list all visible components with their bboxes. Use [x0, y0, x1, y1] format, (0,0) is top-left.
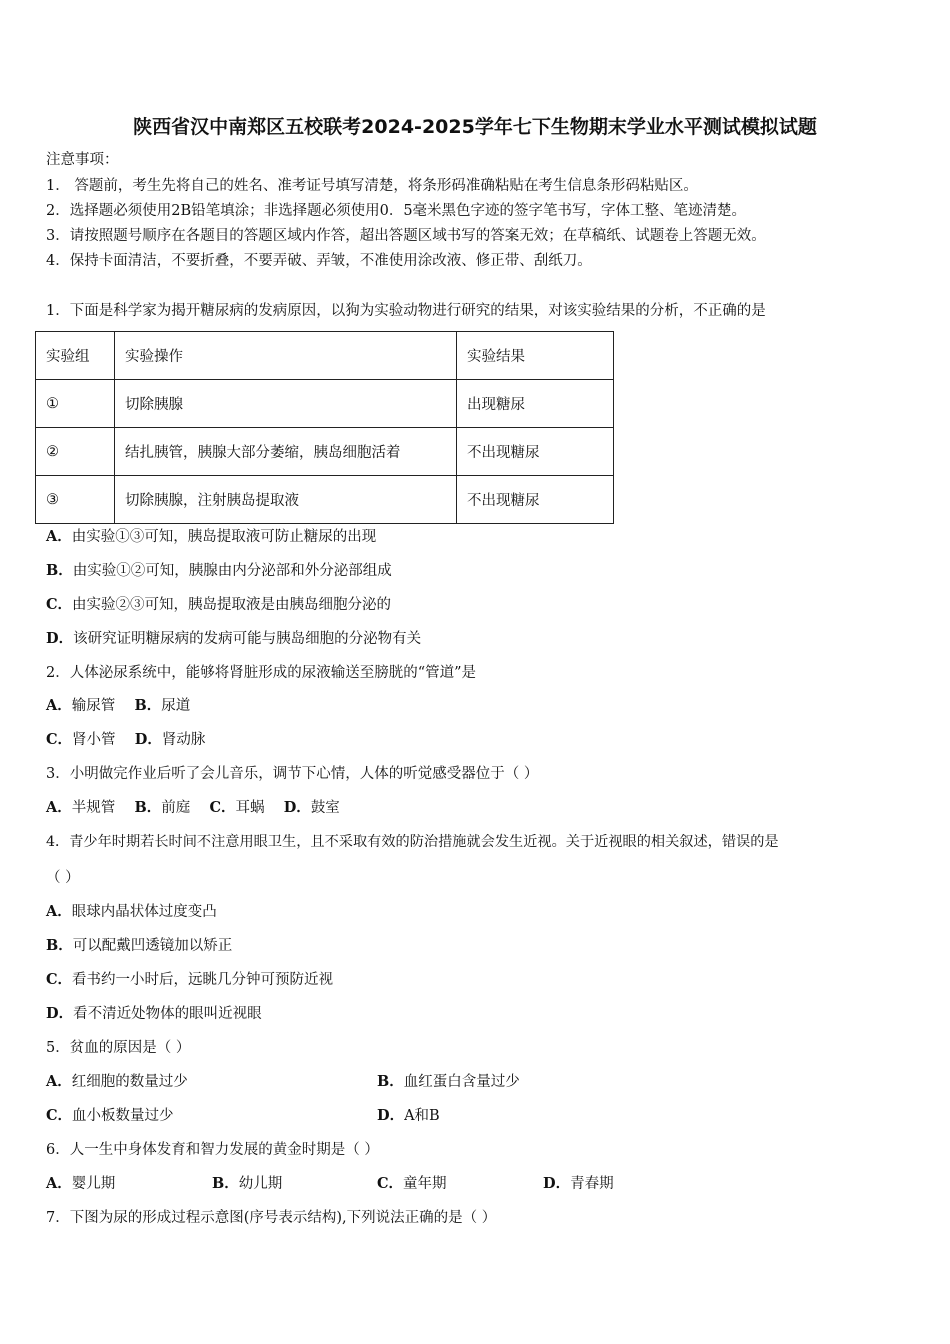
question-4-option-c [46, 970, 333, 990]
question-1-option-a [46, 527, 376, 547]
question-6-stem: 6．人一生中身体发育和智力发展的黄金时期是（ ） [46, 1142, 379, 1158]
option-letter: A． [46, 1073, 72, 1090]
table-cell: 不出现糖尿 [457, 476, 614, 524]
table-cell: 切除胰腺 [115, 380, 457, 428]
option-letter: B． [46, 562, 73, 579]
question-2-options-row [46, 730, 205, 750]
question-6-option-b [212, 1174, 282, 1194]
option-text: 血小板数量过少 [72, 1108, 174, 1124]
option-text: 眼球内晶状体过度变凸 [71, 904, 217, 920]
option-text: 看不清近处物体的眼叫近视眼 [73, 1006, 262, 1022]
question-1-stem: 1．下面是科学家为揭开糖尿病的发病原因，以狗为实验动物进行研究的结果，对该实验结果的分析，不正确的是 [46, 303, 766, 319]
option-letter: A． [46, 697, 72, 714]
option-letter: D． [283, 799, 311, 816]
table-row [36, 428, 614, 476]
option-letter: B． [134, 697, 162, 714]
option-letter: D． [46, 1005, 74, 1022]
table-cell: 出现糖尿 [457, 380, 614, 428]
question-5-option-c [46, 1106, 174, 1126]
experiment-table [35, 331, 614, 524]
notice-header: 注意事项： [46, 152, 119, 168]
option-letter: C． [46, 1107, 73, 1124]
question-2-stem: 2．人体泌尿系统中，能够将肾脏形成的尿液输送至膀胱的“管道”是 [46, 665, 477, 681]
option-letter: B． [212, 1175, 239, 1192]
option-text: 幼儿期 [238, 1176, 283, 1192]
option-text: 前庭 [161, 800, 191, 816]
option-letter: D． [134, 731, 162, 748]
option-text: 婴儿期 [71, 1176, 116, 1192]
option-text: 看书约一小时后，远眺几分钟可预防近视 [72, 972, 334, 988]
table-header-row [36, 332, 614, 380]
table-cell: ① [36, 380, 115, 428]
option-text: 输尿管 [71, 698, 116, 714]
option-letter: B． [46, 937, 73, 954]
notice-item: 4．保持卡面清洁，不要折叠，不要弄破、弄皱，不准使用涂改液、修正带、刮纸刀。 [46, 253, 592, 269]
option-text: 可以配戴凹透镜加以矫正 [72, 938, 233, 954]
table-cell: ② [36, 428, 115, 476]
option-text: 该研究证明糖尿病的发病可能与胰岛细胞的分泌物有关 [73, 631, 422, 647]
question-4-stem-cont: （ ） [46, 870, 80, 886]
question-6-option-d [543, 1174, 614, 1194]
table-header-cell: 实验组 [36, 332, 115, 380]
option-letter: A． [46, 799, 72, 816]
option-text: 肾动脉 [161, 732, 206, 748]
question-6-option-c [377, 1174, 447, 1194]
option-text: 由实验①③可知，胰岛提取液可防止糖尿的出现 [71, 529, 377, 545]
option-text: 血红蛋白含量过少 [403, 1074, 520, 1090]
table-header-cell: 实验结果 [457, 332, 614, 380]
question-3-options-row [46, 798, 340, 818]
option-letter: C． [46, 596, 73, 613]
option-text: 童年期 [403, 1176, 447, 1192]
table-cell: 切除胰腺，注射胰岛提取液 [115, 476, 457, 524]
option-text: 由实验②③可知，胰岛提取液是由胰岛细胞分泌的 [72, 597, 392, 613]
question-3-stem: 3．小明做完作业后听了会儿音乐，调节下心情，人体的听觉感受器位于（ ） [46, 766, 539, 782]
option-letter: C． [46, 731, 73, 748]
option-letter: D． [46, 630, 74, 647]
question-2-options-row [46, 696, 190, 716]
option-text: 鼓室 [310, 800, 340, 816]
notice-item: 3．请按照题号顺序在各题目的答题区域内作答，超出答题区域书写的答案无效；在草稿纸、试题卷上答题无效。 [46, 228, 766, 244]
question-5-stem: 5．贫血的原因是（ ） [46, 1040, 191, 1056]
option-text: 由实验①②可知，胰腺由内分泌部和外分泌部组成 [72, 563, 392, 579]
question-1-option-b [46, 561, 392, 581]
question-7-stem: 7．下图为尿的形成过程示意图(序号表示结构),下列说法正确的是（ ） [46, 1210, 497, 1226]
option-text: 半规管 [71, 800, 116, 816]
option-text: A和B [404, 1108, 440, 1124]
question-1-option-c [46, 595, 391, 615]
notice-item: 2．选择题必须使用2B铅笔填涂；非选择题必须使用0．5毫米黑色字迹的签字笔书写，字体工整、笔迹清楚。 [46, 203, 747, 219]
exam-title: 陕西省汉中南郑区五校联考2024-2025学年七下生物期末学业水平测试模拟试题 [133, 116, 817, 138]
option-letter: D． [377, 1107, 405, 1124]
question-6-option-a [46, 1174, 115, 1194]
option-letter: D． [543, 1175, 571, 1192]
option-letter: B． [134, 799, 162, 816]
option-letter: A． [46, 903, 72, 920]
table-cell: 不出现糖尿 [457, 428, 614, 476]
option-letter: C． [209, 799, 236, 816]
question-4-stem: 4．青少年时期若长时间不注意用眼卫生，且不采取有效的防治措施就会发生近视。关于近视眼的相关叙述，错误的是 [46, 834, 779, 850]
question-5-option-a [46, 1072, 188, 1092]
table-row [36, 476, 614, 524]
option-letter: C． [377, 1175, 404, 1192]
question-4-option-b [46, 936, 232, 956]
question-5-option-b [377, 1072, 520, 1092]
option-letter: A． [46, 1175, 72, 1192]
table-header-cell: 实验操作 [115, 332, 457, 380]
question-4-option-a [46, 902, 217, 922]
question-4-option-d [46, 1004, 262, 1024]
question-5-option-d [377, 1106, 440, 1126]
option-text: 尿道 [161, 698, 191, 714]
question-1-option-d [46, 629, 421, 649]
option-letter: A． [46, 528, 72, 545]
notice-item: 1． 答题前，考生先将自己的姓名、准考证号填写清楚，将条形码准确粘贴在考生信息条形码粘贴区。 [46, 178, 698, 194]
option-text: 耳蜗 [235, 800, 265, 816]
table-cell: 结扎胰管，胰腺大部分萎缩，胰岛细胞活着 [115, 428, 457, 476]
option-text: 红细胞的数量过少 [71, 1074, 188, 1090]
option-text: 肾小管 [72, 732, 116, 748]
option-letter: C． [46, 971, 73, 988]
table-cell: ③ [36, 476, 115, 524]
option-letter: B． [377, 1073, 404, 1090]
table-row [36, 380, 614, 428]
option-text: 青春期 [570, 1176, 614, 1192]
